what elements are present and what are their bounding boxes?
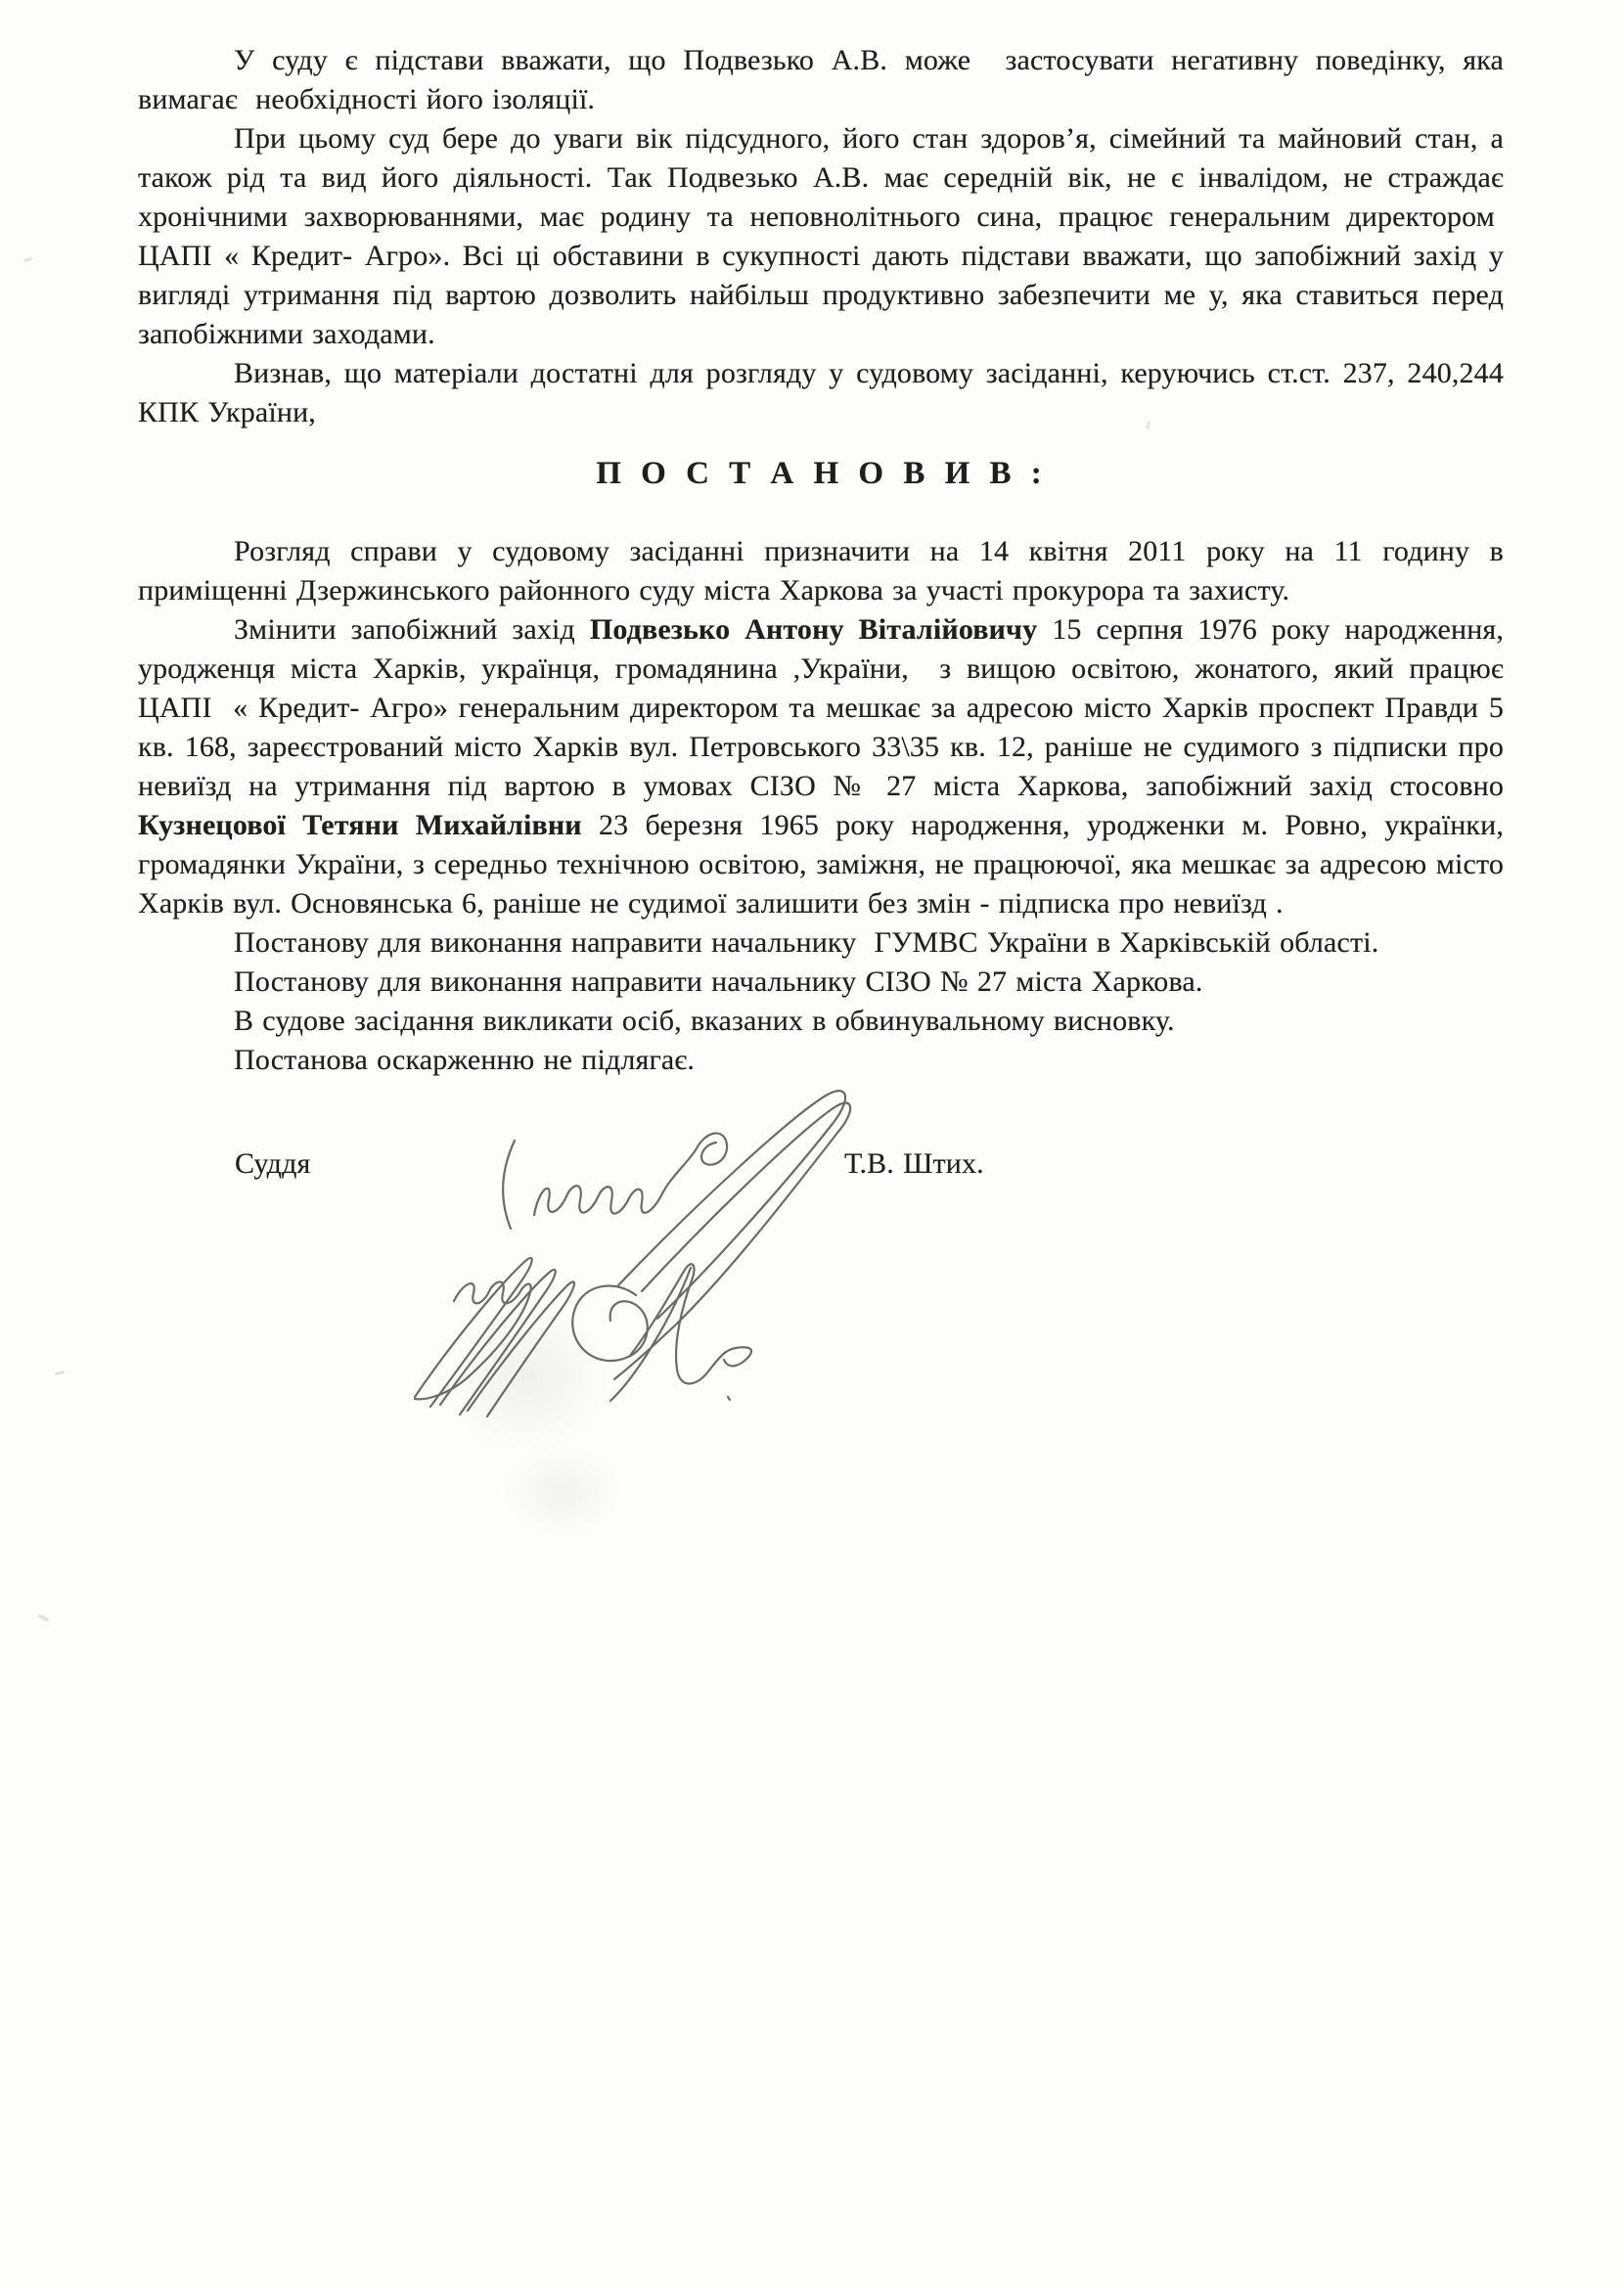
paragraph-9 (138, 1002, 1504, 1041)
handwritten-signature-icon (391, 1086, 877, 1422)
document-body (138, 41, 1504, 1184)
text-segment: Постанову для виконання направити начальнику ГУМВС України в Харківській області. (234, 926, 1379, 959)
text-segment: 23 березня 1965 року народження, уродженки м. Ровно, українки, громадянки України, з середньо технічною освітою, заміжня, не працюючої, яка мешкає за адресою місто Харків вул. Основянська 6, раніше не судимої залишити без змін - підписка про невиїзд . (138, 809, 1505, 920)
bold-name-text: Подвезько Антону Віталійовичу (589, 613, 1038, 646)
scan-smudge (479, 1428, 646, 1555)
text-segment: Розгляд справи у судовому засіданні призначити на 14 квітня 2011 року на 11 годину в приміщенні Дзержинського районного суду міста Харкова за участі прокурора та захисту. (138, 535, 1504, 606)
text-segment: Постанова оскарженню не підлягає. (234, 1044, 696, 1076)
scan-artifact (55, 1370, 65, 1375)
text-segment: При цьому суд бере до уваги вік підсудного, його стан здоров’я, сімейний та майновий стан, а також рід та вид його діяльності. Так Подвезько А.В. має середній вік, не є інвалідом, не страждає хронічними захворюваннями, має родину та неповнолітнього сина, працює генеральним директором ЦАПІ « Кредит- Агро». Всі ці обставини в сукупності дають підстави вважати, що запобіжний захід у вигляді утримання під вартою дозволить найбільш продуктивно забезпечити ме у, яка ставиться перед запобіжними заходами. (138, 122, 1504, 350)
text-segment: Постанову для виконання направити начальнику СІЗО № 27 міста Харкова. (234, 965, 1203, 998)
ruling-heading (138, 454, 1504, 493)
judge-role-label: Суддя (235, 1147, 311, 1180)
paragraph-7 (138, 923, 1504, 963)
judge-name: Т.В. Штих. (844, 1147, 984, 1180)
text-segment: П О С Т А Н О В И В : (596, 456, 1046, 491)
text-segment: В судове засідання викликати осіб, вказаних в обвинувальному висновку. (234, 1005, 1175, 1037)
paragraph-2 (138, 119, 1504, 354)
paragraph-1 (138, 41, 1504, 119)
text-segment: Змінити запобіжний захід (234, 613, 590, 646)
text-segment: У суду є підстави вважати, що Подвезько А.В. може застосувати негативну поведінку, яка вимагає необхідності його ізоляції. (138, 44, 1504, 115)
paragraph-6 (138, 610, 1504, 923)
paragraph-3 (138, 354, 1504, 432)
paragraph-8 (138, 963, 1504, 1002)
signature-block (138, 1144, 1504, 1184)
scan-artifact (23, 257, 32, 263)
text-segment: Визнав, що матеріали достатні для розгляду у судовому засіданні, керуючись ст.ст. 237, 240,244 КПК України, (138, 357, 1504, 428)
paragraph-10 (138, 1041, 1504, 1080)
scan-artifact (38, 1614, 50, 1622)
paragraph-5 (138, 532, 1504, 610)
text-segment: 15 серпня 1976 року народження, уродженця міста Харків, українця, громадянина ,України, з вищою освітою, жонатого, який працює ЦАПІ « Кредит- Агро» генеральним директором та мешкає за адресою місто Харків проспект Правди 5 кв. 168, зареєстрований місто Харків вул. Петровського 33\35 кв. 12, раніше не судимого з підписки про невиїзд на утримання під вартою в умовах СІЗО № 27 міста Харкова, запобіжний захід стосовно (138, 613, 1504, 802)
bold-name-text: Кузнецової Тетяни Михайлівни (138, 809, 582, 841)
